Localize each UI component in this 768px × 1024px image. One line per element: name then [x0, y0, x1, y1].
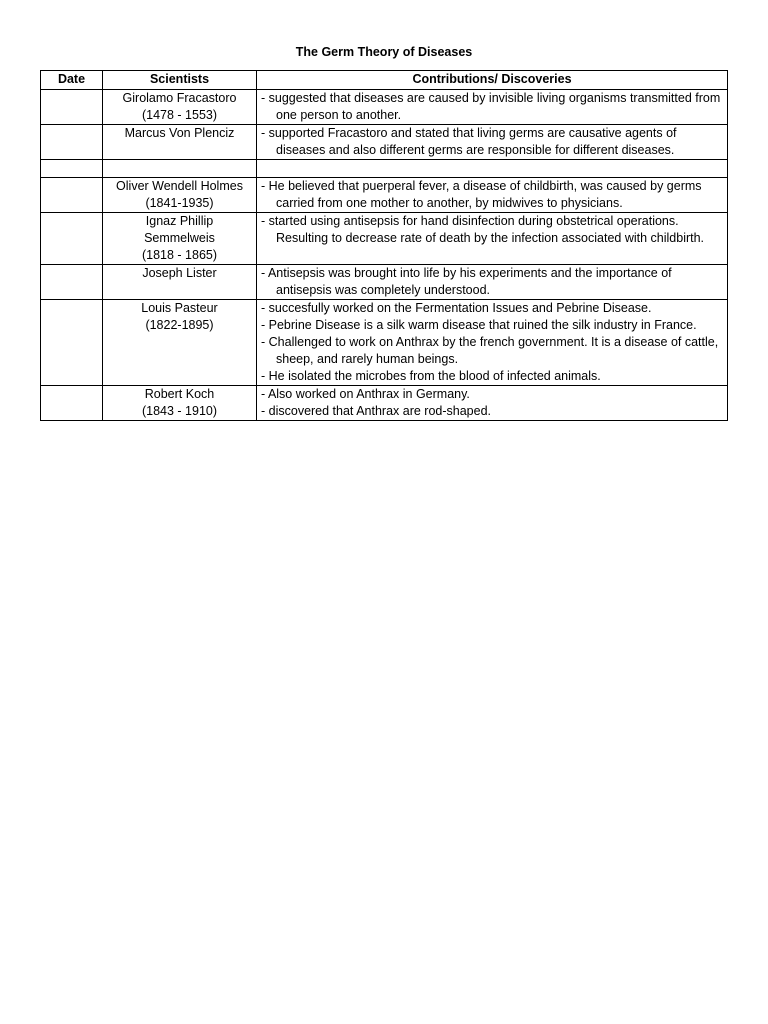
- scientist-cell: [103, 386, 257, 421]
- germ-theory-table: [40, 70, 728, 421]
- contribution-cell: [257, 178, 728, 213]
- scientist-years: (1822-1895): [145, 318, 214, 332]
- date-cell: [41, 300, 103, 386]
- contribution-cell: [257, 386, 728, 421]
- date-cell: [41, 213, 103, 265]
- header-contributions: Contributions/ Discoveries: [257, 71, 728, 90]
- contribution-item: - He believed that puerperal fever, a disease of childbirth, was caused by germs carried from one mother to another, by midwives to physicians.: [261, 179, 702, 210]
- contribution-item: - He isolated the microbes from the blood of infected animals.: [261, 369, 601, 383]
- scientist-name: Oliver Wendell Holmes: [116, 179, 243, 193]
- date-cell: [41, 90, 103, 125]
- scientist-years: (1478 - 1553): [141, 108, 218, 122]
- blank-cell: [257, 160, 728, 178]
- contribution-cell: [257, 300, 728, 386]
- date-cell: [41, 178, 103, 213]
- scientist-name: Ignaz Phillip: [145, 214, 214, 228]
- table-row: [41, 300, 728, 386]
- blank-row: [41, 160, 728, 178]
- contribution-item: - Challenged to work on Anthrax by the french government. It is a disease of cattle, sheep, and rarely human beings.: [261, 335, 719, 366]
- scientist-name: Louis Pasteur: [141, 301, 218, 315]
- scientist-years: (1841-1935): [145, 196, 214, 210]
- scientist-years: (1818 - 1865): [141, 248, 218, 262]
- scientist-cell: [103, 300, 257, 386]
- scientist-name: Semmelweis: [144, 231, 215, 245]
- contribution-cell: [257, 90, 728, 125]
- scientist-cell: [103, 213, 257, 265]
- scientist-name: Marcus Von Plenciz: [124, 126, 235, 140]
- scientist-cell: [103, 178, 257, 213]
- table-header-row: [41, 71, 728, 90]
- table-row: [41, 125, 728, 160]
- contribution-cell: [257, 213, 728, 265]
- contribution-item: - started using antisepsis for hand disinfection during obstetrical operations. Resulting to decrease rate of death by the infection associated with childbirth.: [261, 214, 705, 245]
- scientist-name: Girolamo Fracastoro: [122, 91, 237, 105]
- table-row: [41, 213, 728, 265]
- contribution-item: - Antisepsis was brought into life by his experiments and the importance of antisepsis was completely understood.: [261, 266, 672, 297]
- scientist-name: Robert Koch: [144, 387, 215, 401]
- contribution-cell: [257, 265, 728, 300]
- contribution-item: - discovered that Anthrax are rod-shaped.: [261, 404, 491, 418]
- scientist-cell: [103, 90, 257, 125]
- scientist-cell: [103, 125, 257, 160]
- date-cell: [41, 125, 103, 160]
- header-date: Date: [41, 71, 103, 90]
- table-row: [41, 386, 728, 421]
- contribution-item: - Pebrine Disease is a silk warm disease that ruined the silk industry in France.: [261, 318, 697, 332]
- contribution-item: - succesfully worked on the Fermentation Issues and Pebrine Disease.: [261, 301, 652, 315]
- date-cell: [41, 386, 103, 421]
- scientist-name: Joseph Lister: [142, 266, 217, 280]
- table-row: [41, 90, 728, 125]
- contribution-item: - suggested that diseases are caused by invisible living organisms transmitted from one person to another.: [261, 91, 721, 122]
- date-cell: [41, 265, 103, 300]
- blank-cell: [103, 160, 257, 178]
- blank-cell: [41, 160, 103, 178]
- contribution-cell: [257, 125, 728, 160]
- contribution-item: - Also worked on Anthrax in Germany.: [261, 387, 470, 401]
- scientist-years: (1843 - 1910): [141, 404, 218, 418]
- contribution-item: - supported Fracastoro and stated that living germs are causative agents of diseases and also different germs are responsible for different diseases.: [261, 126, 677, 157]
- header-scientists: Scientists: [103, 71, 257, 90]
- table-row: [41, 265, 728, 300]
- scientist-cell: [103, 265, 257, 300]
- table-row: [41, 178, 728, 213]
- page-title: The Germ Theory of Diseases: [295, 45, 473, 59]
